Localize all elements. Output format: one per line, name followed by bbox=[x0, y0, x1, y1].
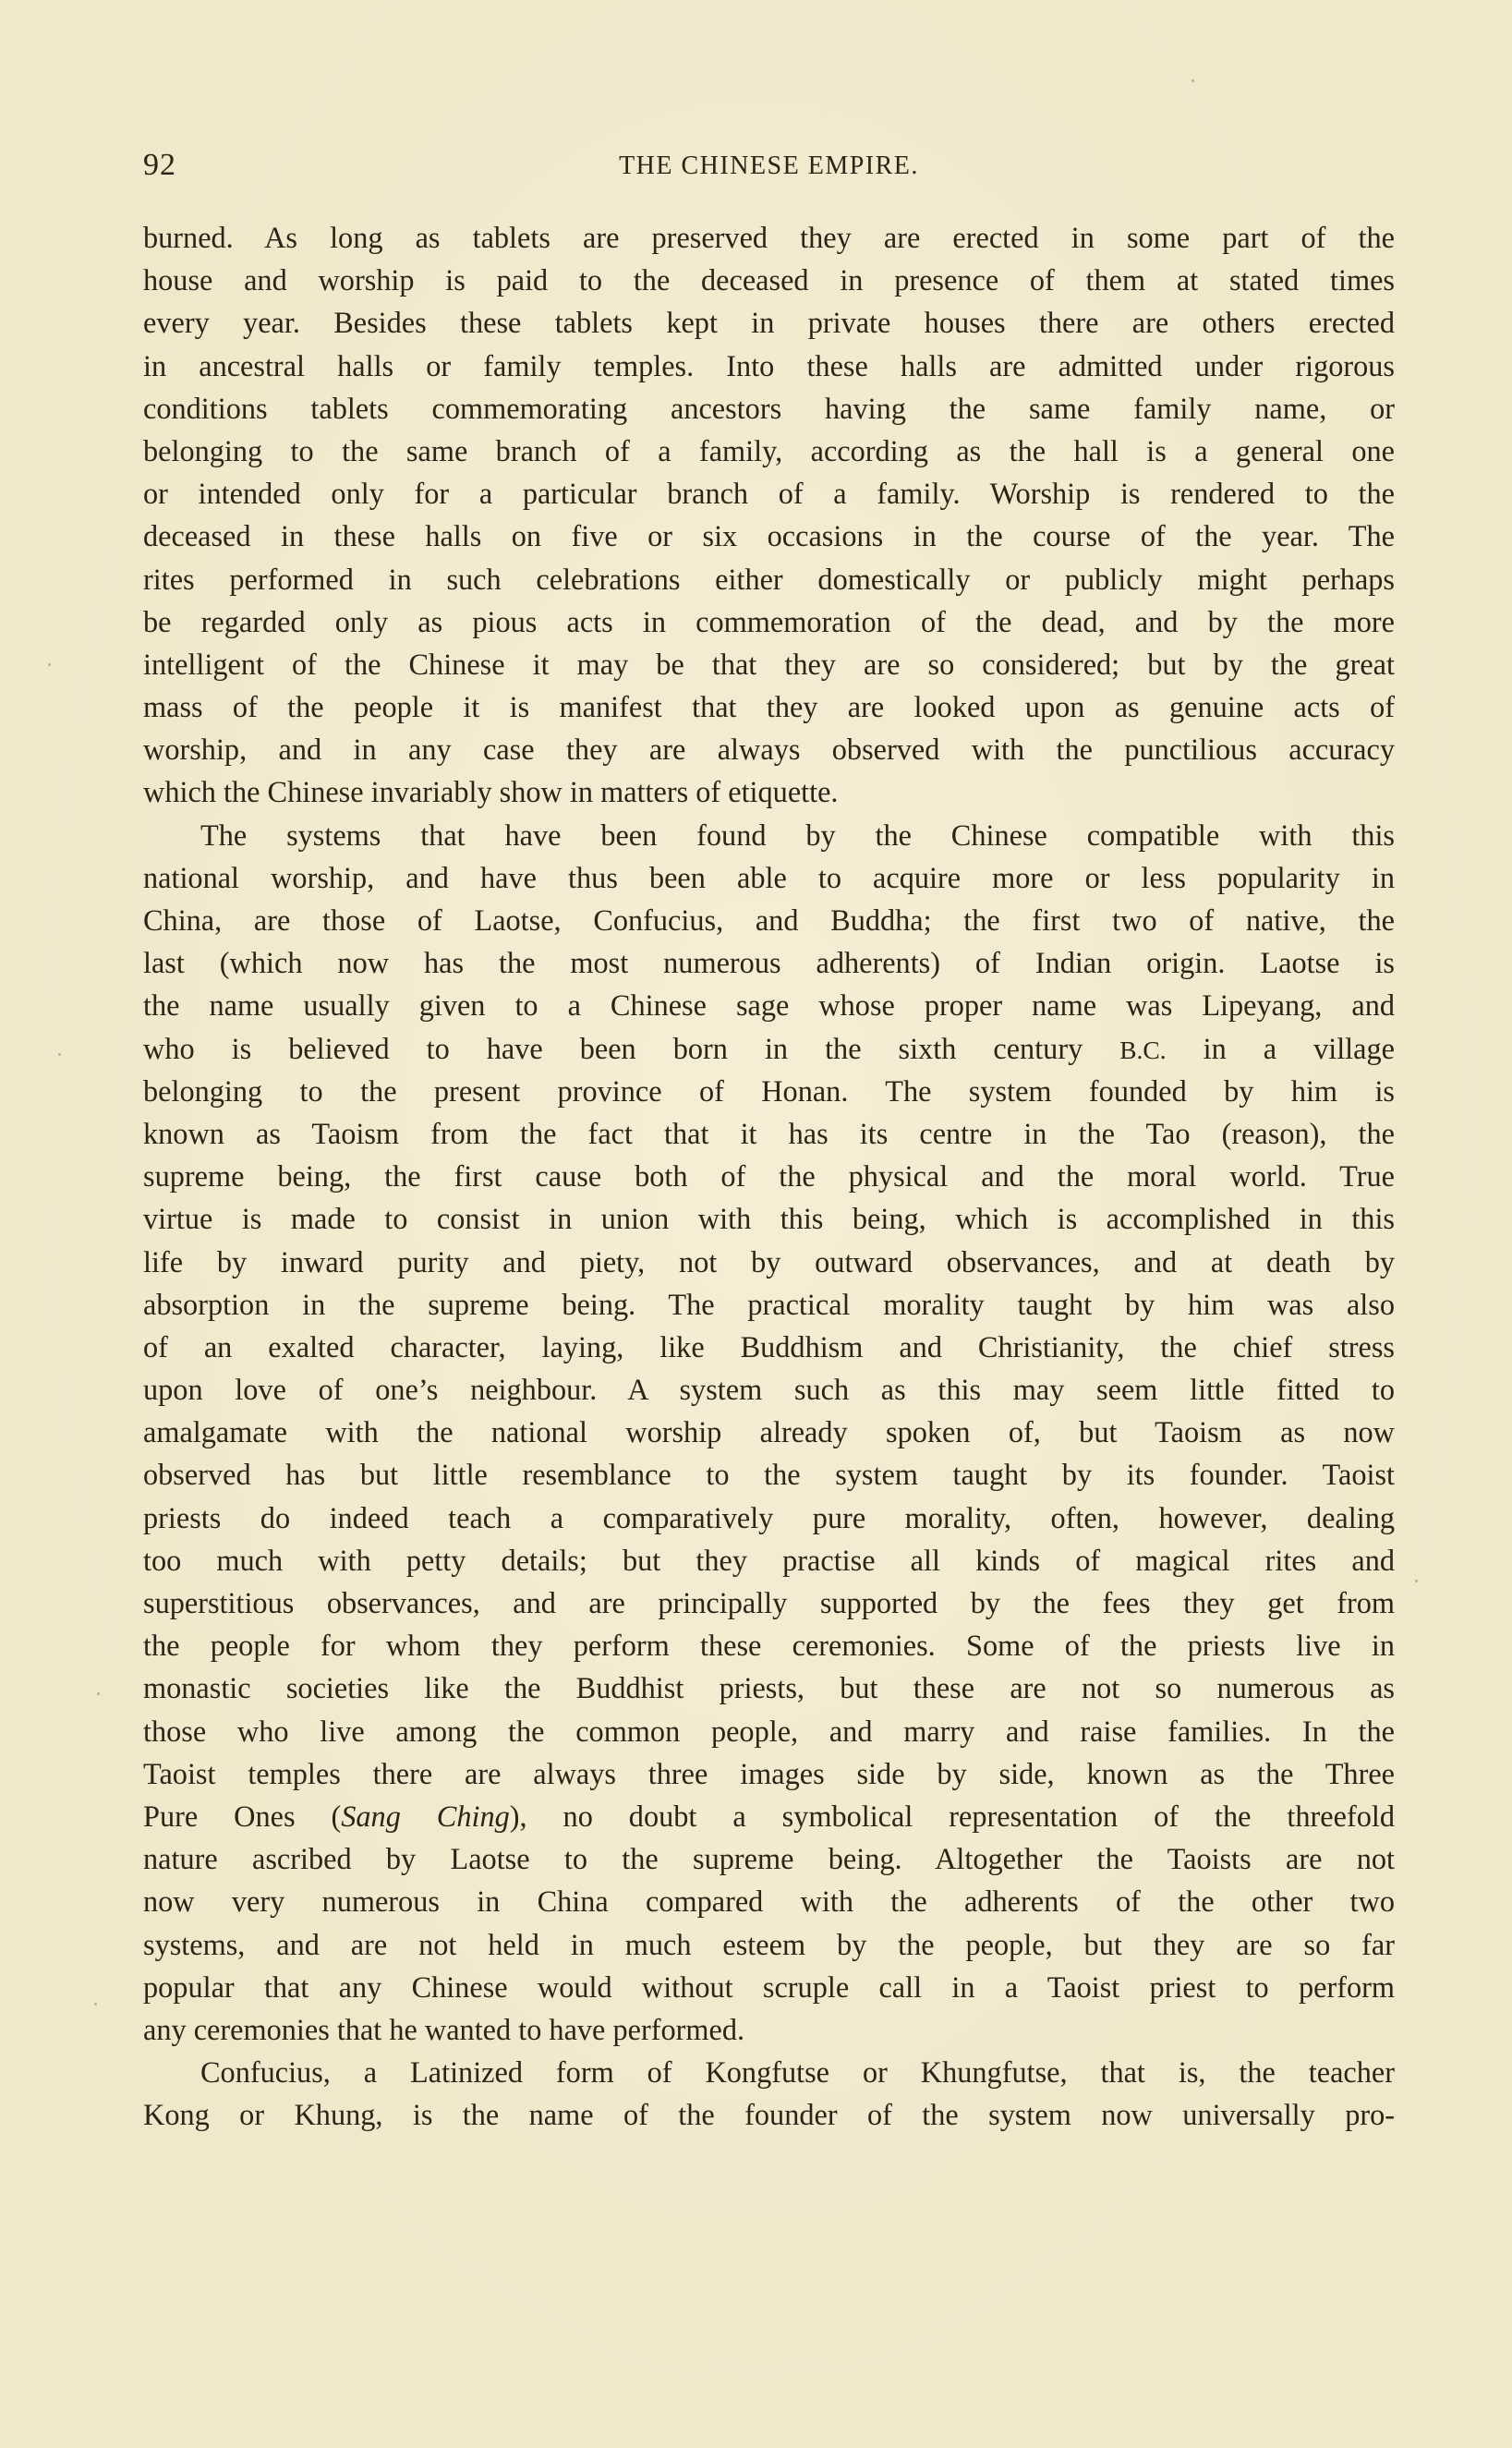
text-line: mass of the people it is manifest that they are looked upon as genuine acts of bbox=[143, 690, 1395, 724]
page-header bbox=[143, 148, 1395, 190]
paragraph bbox=[143, 2051, 1395, 2136]
text-line: burned. As long as tablets are preserved they are erected in some part of the bbox=[143, 221, 1395, 254]
paper-speck bbox=[94, 2003, 97, 2006]
text-line: national worship, and have thus been able to acquire more or less popularity in bbox=[143, 860, 1395, 894]
text-line: virtue is made to consist in union with this being, which is accomplished in this bbox=[143, 1202, 1395, 1236]
paper-speck bbox=[1415, 1580, 1418, 1582]
text-line: Taoist temples there are always three images side by side, known as the Three bbox=[143, 1756, 1395, 1790]
paragraph bbox=[143, 814, 1395, 2051]
text-line: Pure Ones (Sang Ching), no doubt a symbolical representation of the threefold bbox=[143, 1799, 1395, 1833]
text-line: or intended only for a particular branch of a family. Worship is rendered to the bbox=[143, 477, 1395, 511]
text-line: house and worship is paid to the deceased in presence of them at stated times bbox=[143, 263, 1395, 297]
text-line: intelligent of the Chinese it may be that they are so considered; but by the great bbox=[143, 647, 1395, 681]
paragraph bbox=[143, 216, 1395, 814]
text-line: systems, and are not held in much esteem by the people, but they are so far bbox=[143, 1927, 1395, 1961]
text-line: life by inward purity and piety, not by outward observances, and at death by bbox=[143, 1244, 1395, 1279]
text-line: any ceremonies that he wanted to have performed. bbox=[143, 2012, 745, 2046]
text-line: belonging to the present province of Honan. The system founded by him is bbox=[143, 1073, 1395, 1108]
text-line: upon love of one’s neighbour. A system such as this may seem little fitted to bbox=[143, 1373, 1395, 1407]
text-line: absorption in the supreme being. The practical morality taught by him was also bbox=[143, 1287, 1395, 1321]
text-line: rites performed in such celebrations either domestically or publicly might perhaps bbox=[143, 562, 1395, 596]
text-line: conditions tablets commemorating ancestors having the same family name, or bbox=[143, 391, 1395, 425]
text-line: amalgamate with the national worship already spoken of, but Taoism as now bbox=[143, 1415, 1395, 1449]
text-line: popular that any Chinese would without scruple call in a Taoist priest to perform bbox=[143, 1969, 1395, 2004]
text-line: last (which now has the most numerous adherents) of Indian origin. Laotse is bbox=[143, 946, 1395, 980]
text-line: the name usually given to a Chinese sage whose proper name was Lipeyang, and bbox=[143, 988, 1395, 1023]
text-line: every year. Besides these tablets kept in private houses there are others erected bbox=[143, 306, 1395, 340]
text-line: known as Taoism from the fact that it has its centre in the Tao (reason), the bbox=[143, 1116, 1395, 1150]
text-line: Kong or Khung, is the name of the founder of the system now universally pro- bbox=[143, 2098, 1395, 2132]
text-line: monastic societies like the Buddhist priests, but these are not so numerous as bbox=[143, 1671, 1395, 1705]
running-title: THE CHINESE EMPIRE. bbox=[619, 151, 919, 180]
text-line: deceased in these halls on five or six occasions in the course of the year. The bbox=[143, 519, 1395, 553]
text-line: China, are those of Laotse, Confucius, and Buddha; the first two of native, the bbox=[143, 903, 1395, 937]
text-line: priests do indeed teach a comparatively pure morality, often, however, dealing bbox=[143, 1500, 1395, 1534]
paper-speck bbox=[97, 1692, 100, 1695]
text-line: belonging to the same branch of a family, according as the hall is a general one bbox=[143, 433, 1395, 467]
text-line: those who live among the common people, and marry and raise families. In the bbox=[143, 1714, 1395, 1748]
text-line: of an exalted character, laying, like Buddhism and Christianity, the chief stress bbox=[143, 1329, 1395, 1363]
text-line: The systems that have been found by the Chinese compatible with this bbox=[200, 818, 1395, 852]
paper-speck bbox=[48, 663, 51, 666]
body-text bbox=[143, 216, 1395, 2136]
text-line: in ancestral halls or family temples. Into these halls are admitted under rigorous bbox=[143, 348, 1395, 382]
text-line: observed has but little resemblance to the system taught by its founder. Taoist bbox=[143, 1458, 1395, 1492]
text-line: which the Chinese invariably show in matters of etiquette. bbox=[143, 775, 839, 809]
text-line: Confucius, a Latinized form of Kongfutse or Khungfutse, that is, the teacher bbox=[200, 2055, 1395, 2090]
text-line: superstitious observances, and are principally supported by the fees they get from bbox=[143, 1586, 1395, 1619]
text-line: too much with petty details; but they practise all kinds of magical rites and bbox=[143, 1543, 1395, 1577]
text-line: now very numerous in China compared with the adherents of the other two bbox=[143, 1884, 1395, 1919]
text-line: the people for whom they perform these ceremonies. Some of the priests live in bbox=[143, 1629, 1395, 1663]
paper-speck bbox=[1191, 79, 1194, 82]
page-number: 92 bbox=[143, 148, 176, 182]
text-line: nature ascribed by Laotse to the supreme being. Altogether the Taoists are not bbox=[143, 1842, 1395, 1876]
text-line: worship, and in any case they are always observed with the punctilious accuracy bbox=[143, 733, 1395, 767]
text-line: who is believed to have been born in the sixth century B.C. in a village bbox=[143, 1031, 1395, 1065]
paper-speck bbox=[58, 1053, 61, 1056]
text-line: supreme being, the first cause both of the physical and the moral world. True bbox=[143, 1159, 1395, 1194]
text-line: be regarded only as pious acts in commemoration of the dead, and by the more bbox=[143, 604, 1395, 638]
